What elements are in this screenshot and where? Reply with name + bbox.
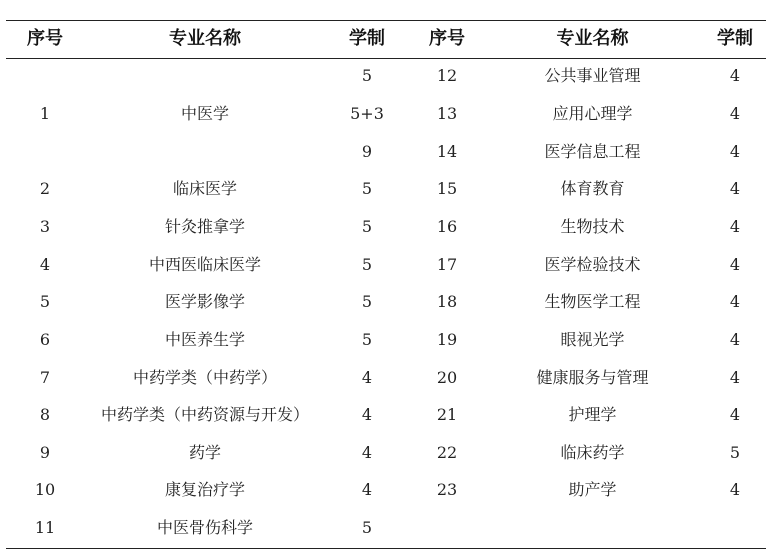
row-number: 4	[39, 255, 51, 274]
duration-value: 4	[361, 480, 373, 499]
duration-value: 4	[729, 179, 741, 198]
row-number: 11	[34, 518, 56, 537]
table-bottom-rule	[6, 548, 766, 549]
duration-value: 4	[361, 368, 373, 387]
program-name: 医学信息工程	[544, 142, 641, 161]
program-name: 临床医学	[172, 179, 237, 198]
row-number: 19	[436, 330, 458, 349]
program-name: 针灸推拿学	[164, 217, 245, 236]
duration-value: 5+3	[350, 104, 384, 123]
duration-value: 4	[729, 292, 741, 311]
program-name: 生物技术	[560, 217, 625, 236]
program-name: 眼视光学	[560, 330, 625, 349]
header-no-right: 序号	[429, 28, 465, 49]
duration-value: 4	[729, 142, 741, 161]
header-years-left: 学制	[349, 28, 385, 49]
program-name: 中医骨伤科学	[156, 518, 253, 537]
program-name: 体育教育	[560, 179, 625, 198]
row-number: 6	[39, 330, 51, 349]
row-number: 10	[34, 480, 56, 499]
program-name: 中西医临床医学	[148, 255, 261, 274]
duration-value: 9	[361, 142, 373, 161]
program-name: 公共事业管理	[544, 66, 641, 85]
duration-value: 4	[729, 104, 741, 123]
header-name-right: 专业名称	[556, 28, 629, 49]
row-number: 20	[436, 368, 458, 387]
row-number: 3	[39, 217, 51, 236]
program-name: 康复治疗学	[164, 480, 245, 499]
program-name: 药学	[188, 443, 221, 462]
duration-value: 5	[361, 518, 373, 537]
row-number: 15	[436, 179, 458, 198]
header-name-left: 专业名称	[169, 28, 241, 49]
header-years-right: 学制	[717, 28, 753, 49]
row-number: 23	[436, 480, 458, 499]
duration-value: 5	[361, 179, 373, 198]
duration-value: 5	[361, 217, 373, 236]
program-name: 应用心理学	[552, 104, 633, 123]
program-name: 中药学类（中药资源与开发）	[100, 405, 309, 424]
program-name: 护理学	[568, 405, 617, 424]
program-name: 健康服务与管理	[536, 368, 649, 387]
table-top-rule	[6, 20, 766, 21]
duration-value: 5	[361, 330, 373, 349]
duration-value: 4	[729, 217, 741, 236]
program-name: 中医学	[180, 104, 229, 123]
duration-value: 4	[729, 330, 741, 349]
row-number: 7	[39, 368, 51, 387]
row-number: 16	[436, 217, 458, 236]
duration-value: 4	[729, 255, 741, 274]
program-name: 助产学	[568, 480, 617, 499]
duration-value: 4	[729, 480, 741, 499]
program-name: 中医养生学	[164, 330, 245, 349]
row-number: 8	[39, 405, 51, 424]
row-number: 9	[39, 443, 51, 462]
row-number: 14	[436, 142, 458, 161]
row-number: 1	[39, 104, 51, 123]
row-number: 21	[436, 405, 458, 424]
row-number: 18	[436, 292, 458, 311]
row-number: 17	[436, 255, 458, 274]
program-name: 中药学类（中药学）	[132, 368, 277, 387]
row-number: 22	[436, 443, 458, 462]
duration-value: 5	[361, 292, 373, 311]
duration-value: 5	[361, 66, 373, 85]
duration-value: 4	[729, 66, 741, 85]
table-header-rule	[6, 58, 766, 59]
program-name: 医学检验技术	[544, 255, 641, 274]
row-number: 13	[436, 104, 458, 123]
program-name: 医学影像学	[164, 292, 245, 311]
duration-value: 4	[729, 405, 741, 424]
row-number: 2	[39, 179, 51, 198]
duration-value: 4	[729, 368, 741, 387]
header-no-left: 序号	[27, 28, 63, 49]
duration-value: 4	[361, 443, 373, 462]
program-name: 生物医学工程	[544, 292, 641, 311]
row-number: 12	[436, 66, 458, 85]
program-name: 临床药学	[560, 443, 625, 462]
duration-value: 5	[361, 255, 373, 274]
row-number: 5	[39, 292, 51, 311]
duration-value: 5	[729, 443, 741, 462]
duration-value: 4	[361, 405, 373, 424]
